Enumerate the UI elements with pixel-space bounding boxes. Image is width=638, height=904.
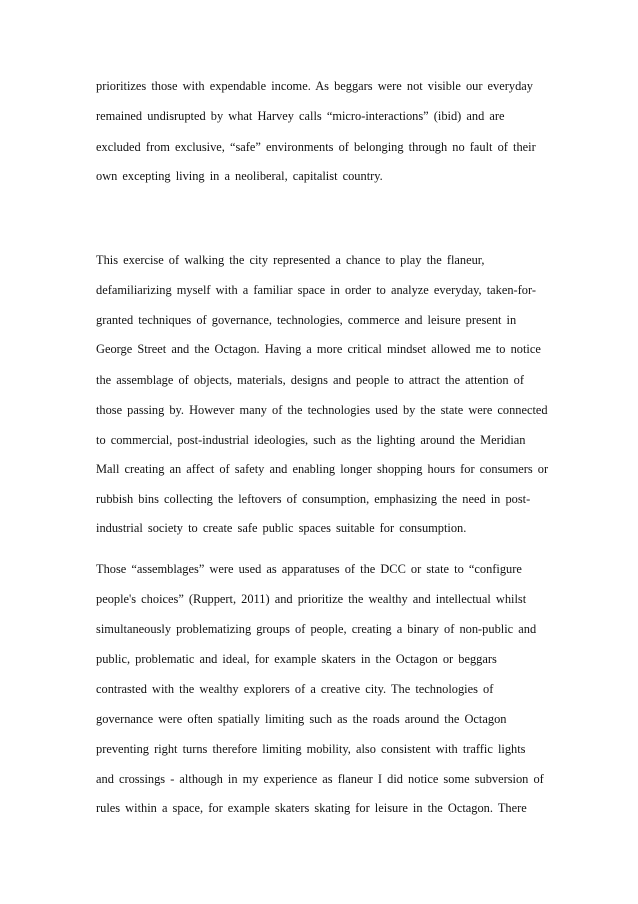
text-line: and crossings - although in my experience as flaneur I did notice some subversion of xyxy=(96,772,544,786)
text-line: own excepting living in a neoliberal, capitalist country. xyxy=(96,169,383,183)
text-line: industrial society to create safe public spaces suitable for consumption. xyxy=(96,521,467,535)
text-line: remained undisrupted by what Harvey calls “micro-interactions” (ibid) and are xyxy=(96,109,505,123)
text-line: the assemblage of objects, materials, designs and people to attract the attention of xyxy=(96,373,524,387)
text-line: public, problematic and ideal, for example skaters in the Octagon or beggars xyxy=(96,652,497,666)
text-line: George Street and the Octagon. Having a more critical mindset allowed me to notice xyxy=(96,342,541,356)
text-line: defamiliarizing myself with a familiar space in order to analyze everyday, taken-for- xyxy=(96,283,536,297)
text-line: to commercial, post-industrial ideologies, such as the lighting around the Meridian xyxy=(96,433,526,447)
text-line: excluded from exclusive, “safe” environments of belonging through no fault of their xyxy=(96,140,536,154)
text-line: people's choices” (Ruppert, 2011) and prioritize the wealthy and intellectual whilst xyxy=(96,592,527,606)
text-line: simultaneously problematizing groups of people, creating a binary of non-public and xyxy=(96,622,537,636)
text-line: This exercise of walking the city represented a chance to play the flaneur, xyxy=(96,253,485,267)
text-line: those passing by. However many of the technologies used by the state were connected xyxy=(96,403,548,417)
text-line: Mall creating an affect of safety and enabling longer shopping hours for consumers or xyxy=(96,462,549,476)
text-line: Those “assemblages” were used as apparatuses of the DCC or state to “configure xyxy=(96,562,522,576)
text-line: rubbish bins collecting the leftovers of consumption, emphasizing the need in post- xyxy=(96,492,531,506)
text-line: rules within a space, for example skaters skating for leisure in the Octagon. There xyxy=(96,801,527,815)
text-line: governance were often spatially limiting such as the roads around the Octagon xyxy=(96,712,507,726)
text-line: prioritizes those with expendable income. As beggars were not visible our everyday xyxy=(96,79,533,93)
text-line: granted techniques of governance, technologies, commerce and leisure present in xyxy=(96,313,517,327)
text-line: contrasted with the wealthy explorers of a creative city. The technologies of xyxy=(96,682,494,696)
text-line: preventing right turns therefore limiting mobility, also consistent with traffic lights xyxy=(96,742,526,756)
